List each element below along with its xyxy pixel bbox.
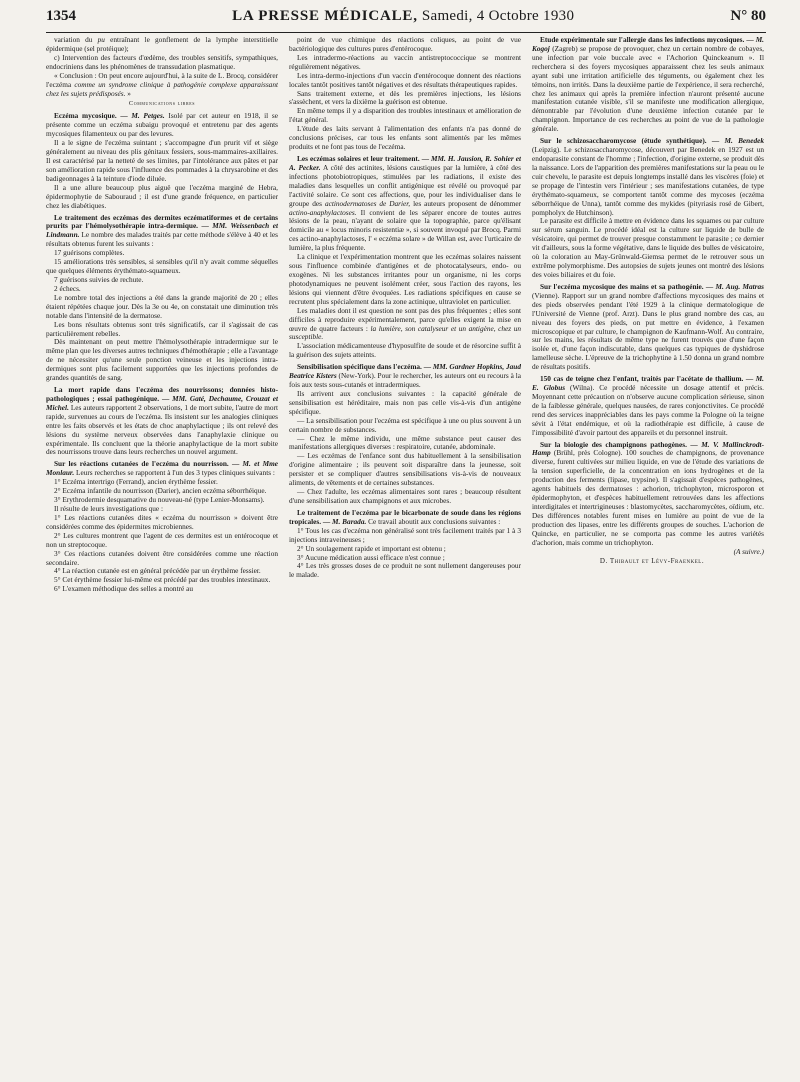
paragraph — [532, 283, 764, 372]
author-name: M. Petges. — [131, 111, 165, 121]
paragraph — [46, 460, 278, 478]
text-run: 7 guérisons suivies de rechute. — [54, 274, 144, 284]
section-heading: Sur les réactions cutanées de l'eczéma du nourrisson. — — [54, 459, 243, 469]
paragraph — [532, 375, 764, 437]
text-run: Les auteurs rapportent 2 observations, 1 de mort subite, l'autre de mort rapide, survenues au cours de l'eczéma. Ils insistent sur les analogies cliniques entre les faits observés et les états de choc anaphylactique ; ils ont relevé des lésions du système nerveux observées dans l'anaphylaxie clinique ou expérimentale. Ils concluent que la théorie anaphylactique de la mort subite des nourrissons trouve dans leurs recherches un nouvel argument. — [46, 402, 278, 457]
text-run: 6° L'examen méthodique des selles a montré au — [54, 584, 193, 594]
section-label: Communications libres — [128, 100, 196, 108]
text-run: 3° Ces réactions cutanées doivent être considérées comme une réaction secondaire. — [46, 548, 278, 567]
paragraph — [46, 36, 278, 54]
paragraph — [289, 342, 521, 360]
paragraph — [289, 417, 521, 435]
text-run: comme un syndrome clinique à pathogénie complexe apparaissant chez les sujets prédisposés. — [46, 79, 278, 98]
text-run: Le nombre total des injections a été dans la grande majorité de 20 ; elles étaient répétées chaque jour. Dès la 3e ou 4e, on constatait une diminution très notable dans l'intensité de la dermatose. — [46, 292, 278, 320]
text-run: (Wilna). Ce procédé nécessite un dosage attentif et précis. Moyennant cette précaution on n'observe aucune complication sérieuse, sinon de la faiblesse générale, quelques nausées, de rares conjonctivites. Ce procédé rend des services inappréciables dans les pays comme la Pologne où la teigne sévit à l'état endémique, et où la radiothérapie est difficile, à cause de l'impossibilité d'avoir partout des appareils et du personnel instruit. — [532, 383, 764, 437]
paragraph — [289, 90, 521, 108]
paragraph — [289, 36, 521, 54]
text-run: » — [125, 88, 131, 98]
author-name: MM. H. Jausion, R. Sohier et A. Pecker. — [289, 153, 521, 172]
text-run: 2 échecs. — [54, 283, 81, 293]
paragraph — [289, 452, 521, 488]
text-run: c) Intervention des facteurs d'œdème, des troubles sensitifs, sympathiques, endocriniens dans les phénomènes de transsudation plasmatique. — [46, 52, 278, 71]
text-run: L'association médicamenteuse d'hyposulfite de soude et de résorcine suffit à la guérison des sujets atteints. — [289, 341, 521, 360]
issue-number: N° 80 — [730, 8, 766, 24]
paragraph — [289, 509, 521, 527]
text-run: point de vue chimique des réactions coliques, au point de vue bactériologique des cultures pures d'entérocoque. — [289, 36, 521, 53]
text-run: (Leipzig). Le schizosaccharomycose, découvert par Benedek en 1927 est un endoparasite constant de l'homme ; l'infection, d'origine externe, se produit dès la naissance. Lors de l'apparition des premières manifestations sur la peau ou le cuir chevelu, le parasite est depuis longtemps installé dans les viscères (foie) et se propage de l'intestin vers l'intérieur ; ses manifestations cutanées, de type érythémato-squameux, se comportent tantôt comme des mycoses (eczéma séborrhéique de Unna), tantôt comme des mykides (pityriasis rosé de Gibert, pompholyx de Hutchinson). — [532, 145, 764, 217]
author-name: M. Barada. — [332, 516, 367, 526]
issue-date: Samedi, 4 Octobre 1930 — [421, 8, 575, 24]
text-columns — [46, 36, 766, 594]
paragraph — [46, 585, 278, 594]
paragraph — [289, 363, 521, 390]
paragraph — [46, 550, 278, 568]
author-name: MM. Gaté, Dechaume, Crouzat et Michel. — [46, 393, 278, 412]
page-number: 1354 — [46, 8, 76, 24]
text-run: variation du — [54, 36, 98, 44]
journal-title-line — [232, 8, 574, 25]
text-run: actinodermatoses de Darier, — [324, 198, 411, 208]
paragraph — [46, 139, 278, 184]
section-heading: 150 cas de teigne chez l'enfant, traités par l'acétate de thallium. — — [540, 374, 756, 384]
text-run: Il a le signe de l'eczéma suintant ; s'accompagne d'un prurit vif et siège généralement au niveau des plis génitaux fessiers, sous-mammaires-axillaires. Il est caractérisé par la netteté de ses limites, par l'intolérance aux pâtes et par son amélioration rapide sous l'influence des pommades à la chrysarobine et des badigeonnages à la teinture d'iode diluée. — [46, 138, 278, 183]
author-name: MM. Weissenbach et Lindmann. — [46, 221, 278, 240]
paragraph — [46, 258, 278, 276]
text-run: 5° Cet érythème fessier lui-même est précédé par des troubles intestinaux. — [54, 575, 271, 585]
text-run: — Chez l'adulte, les eczémas alimentaires sont rares ; beaucoup résultent d'une sensibilisation aux champignons et aux microbes. — [289, 487, 521, 506]
text-run: 17 guérisons complètes. — [54, 248, 125, 258]
author-name: M. V. Mallinckrodt-Hamp — [532, 439, 764, 458]
text-run: (New-York). Pour le rechercher, les auteurs ont eu recours à la fois aux tests sous-cutanés et intradermiques. — [289, 371, 521, 390]
text-run: 2° Un soulagement rapide et important est obtenu ; — [297, 543, 446, 553]
paragraph — [289, 253, 521, 307]
text-run: Le nombre des malades traités par cette méthode s'élève à 40 et les résultats obtenus furent les suivants : — [46, 230, 278, 249]
text-run: Ce travail aboutit aux conclusions suivantes : — [366, 516, 501, 526]
text-run: En même temps il y a disparition des troubles intestinaux et amélioration de l'état général. — [289, 106, 521, 125]
text-run: 4° La réaction cutanée est en général précédée par un érythème fessier. — [54, 566, 261, 576]
paragraph — [289, 390, 521, 417]
paragraph — [289, 155, 521, 253]
paragraph — [289, 54, 521, 72]
text-run: Les intradermo-réactions au vaccin antistreptococcique se montrent régulièrement négatives. — [289, 52, 521, 71]
text-run: actino-anaphylactoses. — [289, 207, 357, 217]
text-run: Les intra-dermo-injections d'un vaccin d'entérocoque donnent des réactions locales tantôt positives tantôt négatives et des résultats thérapeutiques rapides. — [289, 70, 521, 89]
section-heading: Les eczémas solaires et leur traitement. — — [297, 153, 432, 163]
text-run: Les maladies dont il est question ne sont pas des plus fréquentes ; elles sont difficiles à reproduire expérimentalement, parce qu'elles exigent la mise en œuvre de quatre facteurs : — [289, 305, 521, 333]
section-heading: Sur la biologie des champignons pathogènes. — — [540, 439, 702, 449]
text-run: 4° Les très grosses doses de ce produit ne sont nullement dangereuses pour le malade. — [289, 561, 521, 580]
text-run: « Conclusion : On peut encore aujourd'hui, à la suite de L. Brocq, considérer l'eczéma — [46, 70, 278, 89]
author-name: M. et Mme Monlaur. — [46, 459, 278, 478]
section-heading: La mort rapide dans l'eczéma des nourrissons; données histo-pathologiques ; essai pathogénique. — — [46, 385, 278, 403]
text-run: 15 améliorations très sensibles, si sensibles qu'il n'y avait comme séquelles que quelques éléments érythémato-squameux. — [46, 257, 278, 276]
text-run: Isolé par cet auteur en 1918, il se présente comme un eczéma subaigu provoqué et entretenu par des agents mycosiques filamenteux ou par des levures. — [46, 111, 278, 139]
paragraph — [46, 532, 278, 550]
section-heading: Etude expérimentale sur l'allergie dans les infections mycosiques. — — [540, 36, 756, 44]
text-run: pu — [97, 36, 105, 44]
page-header — [46, 8, 766, 33]
paragraph — [532, 137, 764, 217]
author-name: MM. Gardner Hopkins, Jaud Beatrice Kisters — [289, 362, 521, 381]
paragraph — [46, 338, 278, 383]
paragraph — [532, 36, 764, 134]
author-name: M. E. Globus — [532, 374, 764, 393]
text-column-1 — [46, 36, 278, 594]
paragraph — [289, 435, 521, 453]
section-heading: Sur l'eczéma mycosique des mains et sa pathogénie. — — [540, 281, 716, 291]
paragraph — [46, 72, 278, 99]
author-name: M. Aug. Matras — [715, 281, 764, 291]
paragraph — [289, 488, 521, 506]
text-run: (A suivre.) — [733, 546, 764, 556]
paragraph — [532, 548, 764, 557]
text-run: L'étude des laits servant à l'alimentation des enfants n'a pas donné de conclusions précises, car tous les enfants sont alimentés par les mêmes produits et ne font pas tous de l'eczéma. — [289, 124, 521, 152]
paragraph — [46, 294, 278, 321]
text-run: 2° Eczéma infantile du nourrisson (Darier), ancien eczéma séborrhéique. — [54, 486, 267, 496]
section-heading: Le traitement de l'eczéma par le bicarbonate de soude dans les régions tropicales. — — [289, 507, 521, 526]
paragraph — [289, 527, 521, 545]
paragraph — [46, 386, 278, 457]
text-run: 1° Tous les cas d'eczéma non généralisé sont très facilement traités par 1 à 3 injections intraveineuses ; — [289, 525, 521, 544]
text-run: entraînant le gonflement de la lymphe interstitielle épidermique (sel protéique); — [46, 36, 278, 53]
author-name: M. Kogoj — [532, 36, 764, 53]
text-run: 1° Les réactions cutanées dites « eczéma du nourrisson » doivent être considérées comme des épidermites microbiennes. — [46, 512, 278, 531]
paragraph — [532, 557, 764, 566]
journal-name: LA PRESSE MÉDICALE, — [232, 8, 418, 24]
text-run: (Brühl, près Cologne). 100 souches de champignons, de provenance diverse, furent cultivées sur milieu liquide, en vue de l'étude des variations de la tension superficielle, de la concentration en ions hydrogènes et de la production des ferments (lipase, trypsine). Il s'agissait d'espèces pathogènes, agents habituels des dermatoses : achorion, trichophyton, microsporon et épidermophyton, et d'espèces habituellement retrouvées dans les affections interdigitales et intertrigineuses : blastomycètes, saccharomycètes, oïdium, etc. Des différences notables furent mises en lumière au point de vue de la production des lipases, entre les différents groupes de souches. L'achorion de Quincke, en particulier, ne se comporta pas comme les autres variétés d'achorion, mais comme un trichophyton. — [532, 448, 764, 547]
text-run: — Les eczémas de l'enfance sont dus habituellement à la sensibilisation d'origine alimentaire ; ils peuvent soit disparaître dans la jeunesse, soit persister et se compliquer d'autres sensibilisations vis-à-vis de nouveaux aliments, de vêtements et de certaines substances. — [289, 451, 521, 488]
author-name: M. Benedek — [724, 136, 764, 146]
text-run: Sans traitement externe, et dès les premières injections, les lésions s'assèchent, et vers la dixième la guérison est obtenue. — [289, 88, 521, 107]
text-run: Il a une allure beaucoup plus aiguë que l'eczéma marginé de Hebra, épidermophytie de Sabouraud ; il est d'une grande fréquence, en particulier chez les diabétiques. — [46, 182, 278, 210]
text-column-2 — [289, 36, 521, 594]
paragraph — [46, 100, 278, 109]
paragraph — [46, 54, 278, 72]
text-run: Il résulte de leurs investigations que : — [54, 504, 164, 514]
text-run: 3° Aucune médication aussi efficace n'est connue ; — [297, 552, 445, 562]
text-run: A côté des actinites, lésions caustiques par la lumière, à côté des infections photobiotropiques, stimulées par les radiations, il existe des maladies dans lesquelles un conflit antigénique est révélé ou provoqué par l'activité solaire. Ce sont ces affections, que, pour les individualiser dans le groupe des — [289, 162, 521, 208]
section-heading: Sensibilisation spécifique dans l'eczéma. — — [297, 362, 433, 372]
text-run: 3° Erythrodermie desquamative du nouveau-né (type Lenier-Monsams). — [54, 495, 265, 505]
text-run: la lumière, son catalyseur et un antigène, chez un susceptible. — [289, 323, 521, 342]
section-heading: Le traitement des eczémas des dermites eczématiformes et de certains prurits par l'hémolysothérapie intra-dermique. — — [46, 212, 278, 231]
text-run: 1° Eczéma intertrigo (Ferrand), ancien érythème fessier. — [54, 477, 218, 487]
paragraph — [46, 514, 278, 532]
text-run: — Chez le même individu, une même substance peut causer des manifestations allergiques diverses : respiratoire, cutanée, abdominale. — [289, 433, 521, 452]
text-run: 2° Les cultures montrent que l'agent de ces dermites est un entérocoque et non un streptocoque. — [46, 530, 278, 549]
text-run: Le parasite est difficile à mettre en évidence dans les squames ou par culture sur sérum sanguin. Le procédé idéal est la culture sur liquide de bulle de vésicatoire, qui permet de trouver presque constamment le parasite ; ce dernier vit d'ailleurs, sous la forme végétative, dans le liquide des bulles de vésicatoire, où la coloration au May-Grünwald-Giemsa permet de le retrouver sous un extrême polymorphisme. Des autopsies de sujets jeunes ont montré des lésions des voies biliaires et du foie. — [532, 216, 764, 279]
text-run: Leurs recherches se rapportent à l'un des 3 types cliniques suivants : — [74, 468, 275, 478]
text-run: La clinique et l'expérimentation montrent que les eczémas solaires naissent sous l'influence combinée d'antigènes et de photocatalyseurs, endo- ou exogènes. Ni les substances irritantes pour un organisme, ni les corps photodynamiques ne peuvent isolément créer, sous l'action des rayons, les lésions qui viennent d'être évoquées. Les radiations spécifiques en cause se recrutent plus spécialement dans la zone actinique, ultraviolet en particulier. — [289, 252, 521, 306]
section-heading: Sur le schizosaccharomycose (étude synthétique). — — [540, 136, 725, 146]
paragraph — [532, 217, 764, 279]
paragraph — [289, 107, 521, 125]
text-run: — La sensibilisation pour l'eczéma est spécifique à une ou plus souvent à un certain nombre de substances. — [289, 415, 521, 434]
text-run: (Zagreb) se propose de provoquer, chez un certain nombre de cobayes, une infection par voie buccale avec « l'Achorion Quinckeanum ». Il recherchera si des foyers mycosiques apparaissent chez les seuls animaux ayant subi une irritation artificielle des téguments, ou également chez les témoins, non irrités. Dans la deuxième partie de l'expérience, il sera recherché, chez les animaux qui après la première infection n'auront présenté aucune manifestation cutanée visible, s'il se manifeste une modification allergique, démontrable par l'évolution d'une deuxième infection cutanée par le champignon. Importance de ces recherches au point de vue de la pathologie générale. — [532, 43, 764, 134]
text-run: D. Thibault et Lévy-Fraenkel. — [599, 556, 705, 565]
text-run: (Vienne). Rapport sur un grand nombre d'affections mycosiques des mains et des pieds observées pendant l'été 1929 à la clinique dermatologique de l'Université de Vienne (prof. Arzt). Dans le plus grand nombre des cas, au niveau des foyers des pieds, on put mettre en évidence, à l'examen microscopique et par culture, le champignon de Kaufmann-Wolf. Au contraire, sur les mains, les résultats de même type ne furent trouvés que d'une façon isolée et, d'une façon indiscutable, dans quelques cas typiques de dyshidrose lamelleuse sèche. L'épreuve de la trichophytine à 1.50 donna un grand nombre de résultats positifs. — [532, 290, 764, 372]
paragraph — [46, 214, 278, 250]
paragraph — [46, 321, 278, 339]
section-heading: Eczéma mycosique. — — [54, 111, 132, 121]
paragraph — [289, 125, 521, 152]
text-run: Les bons résultats obtenus sont très significatifs, car il s'agissait de cas particulièrement rebelles. — [46, 319, 278, 338]
paragraph — [46, 112, 278, 139]
text-run: les auteurs proposent de dénommer — [410, 198, 521, 208]
text-run: Il convient de les séparer encore de toutes autres lésions de la peau, n'ayant de solaire que la topographie, parce qu'élisant domicile au « locus minoris resistentiæ », si souvent invoqué par Brocq. Parmi ces actino-anaphylactoses, l' « eczéma solare » de Willan est, avec l'urticaire de lumière, la plus fréquente. — [289, 207, 521, 253]
paragraph — [46, 184, 278, 211]
text-column-3 — [532, 36, 764, 594]
text-run: Dès maintenant on peut mettre l'hémolysothérapie intradermique sur le même plan que les diverses autres techniques d'hémothérapie ; elle a l'avantage de ne nécessiter qu'une seule ponction veineuse et les injections intra-dermiques sont plus facilement supportées que les injections profondes de grandes quantités de sang. — [46, 337, 278, 383]
paragraph — [289, 562, 521, 580]
text-run: Ils arrivent aux conclusions suivantes : la capacité générale de sensibilisation est héréditaire, mais non pas celle vis-à-vis d'un antigène spécifique. — [289, 388, 521, 416]
paragraph — [289, 307, 521, 343]
paragraph — [289, 72, 521, 90]
paragraph — [532, 441, 764, 548]
